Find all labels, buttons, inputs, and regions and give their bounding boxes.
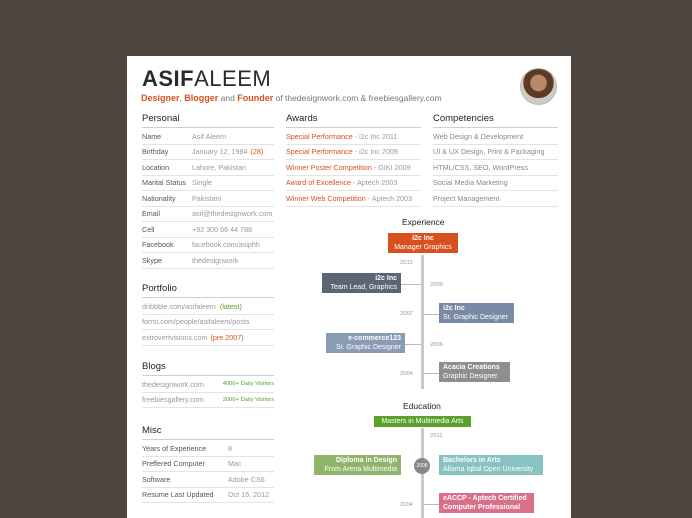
education-institute: Allama Iqbal Open University — [443, 466, 534, 473]
experience-company: e-commerce123 — [348, 335, 401, 342]
personal-value: +92 300 66 44 788 — [192, 224, 253, 234]
misc-key: Years of Experience — [142, 443, 207, 453]
personal-key: Name — [142, 131, 162, 141]
personal-key: Marital Status — [142, 178, 186, 188]
competency-text: HTML/CSS, SEO, WordPress — [433, 162, 528, 172]
award-name: Special Performance — [286, 131, 353, 141]
education-item — [314, 455, 401, 475]
role-founder: Founder — [237, 93, 274, 103]
award-source: - i2c Inc 2009 — [352, 147, 398, 157]
portfolio-title: Portfolio — [142, 283, 274, 298]
competencies-title: Competencies — [433, 113, 558, 128]
award-source: - GIKI 2009 — [371, 162, 411, 172]
competency-text: UI & UX Design, Print & Packaging — [433, 147, 545, 157]
misc-title: Misc — [142, 425, 274, 440]
resume-name — [142, 66, 271, 92]
personal-key: Skype — [142, 255, 162, 265]
experience-company: i2c Inc — [412, 235, 434, 242]
first-name: ASIF — [142, 66, 195, 91]
experience-company: Acacia Creations — [443, 364, 500, 371]
personal-value: asif@thedesignwork.com — [192, 209, 273, 219]
role-blogger: Blogger — [184, 93, 219, 103]
award-row — [286, 176, 421, 192]
competency-row — [433, 191, 558, 207]
blog-visitors: 4000+ Daily Visitors — [222, 381, 274, 388]
award-row — [286, 160, 421, 176]
last-name: ALEEM — [194, 66, 272, 91]
award-row — [286, 191, 421, 207]
competency-text: Project Management — [433, 193, 500, 203]
personal-row — [142, 191, 274, 207]
experience-role: Manager Graphics — [394, 244, 452, 251]
personal-row — [142, 145, 274, 161]
connector — [424, 373, 439, 374]
competency-row — [433, 129, 558, 145]
misc-row — [142, 472, 274, 488]
year-label: 2004 — [400, 371, 413, 377]
experience-item — [439, 362, 510, 382]
personal-row — [142, 129, 274, 145]
personal-title: Personal — [142, 113, 274, 128]
competencies-section — [433, 113, 558, 207]
blog-url: thedesignwork.com — [142, 379, 204, 389]
award-source: - i2c Inc 2011 — [352, 131, 398, 141]
personal-value: facebook.com/asiphh — [192, 240, 260, 250]
experience-role: Graphic Designer — [443, 373, 498, 380]
personal-key: Nationality — [142, 193, 176, 203]
personal-key: Location — [142, 162, 170, 172]
education-institute: Computer Professional — [443, 504, 521, 511]
education-degree: Masters in Multimedia Arts — [381, 418, 464, 425]
misc-value: Oct 15, 2012 — [228, 490, 270, 500]
connector — [424, 504, 439, 505]
tagline — [141, 93, 442, 103]
age-badge: (28) — [250, 147, 264, 157]
misc-value: 8 — [228, 443, 232, 453]
experience-item — [388, 233, 458, 253]
connector — [401, 284, 421, 285]
education-item — [374, 416, 471, 427]
award-name: Award of Excellence — [286, 178, 351, 188]
year-badge: 2008 — [414, 458, 430, 474]
personal-row — [142, 207, 274, 223]
misc-key: Preffered Computer — [142, 459, 205, 469]
year-label: 2011 — [430, 433, 443, 439]
avatar — [520, 68, 557, 105]
personal-row — [142, 238, 274, 254]
personal-row — [142, 160, 274, 176]
misc-value: Adobe CS6 — [228, 474, 265, 484]
education-title: Education — [403, 401, 441, 411]
award-source: - Aptech 2003 — [365, 193, 413, 203]
misc-value: Mac — [228, 459, 242, 469]
experience-timeline-line — [421, 255, 424, 389]
portfolio-section — [142, 283, 274, 346]
year-label: 2006 — [430, 342, 443, 348]
award-row — [286, 129, 421, 145]
personal-key: Birthday — [142, 147, 169, 157]
resume-sheet — [127, 56, 571, 518]
personal-value: January 12, 1984 — [192, 147, 248, 157]
experience-role: Team Lead, Graphics — [330, 284, 397, 291]
connector — [405, 344, 421, 345]
blog-url: freebiesgallery.com — [142, 395, 204, 405]
personal-key: Email — [142, 209, 160, 219]
education-degree: Diploma in Design — [335, 457, 397, 464]
award-name: Winner Poster Competition — [286, 162, 372, 172]
personal-value: Asif Aleem — [192, 131, 226, 141]
award-name: Winner Web Competition — [286, 193, 366, 203]
misc-key: Resume Last Updated — [142, 490, 214, 500]
blog-link[interactable] — [142, 377, 274, 393]
misc-row — [142, 441, 274, 457]
blog-visitors: 2000+ Daily Visitors — [222, 396, 274, 403]
competency-row — [433, 145, 558, 161]
awards-title: Awards — [286, 113, 421, 128]
personal-value: Single — [192, 178, 212, 188]
personal-key: Cell — [142, 224, 155, 234]
competency-text: Web Design & Development — [433, 131, 524, 141]
year-label: 2007 — [400, 311, 413, 317]
portfolio-link[interactable] — [142, 315, 274, 331]
and-text: and — [220, 93, 235, 103]
blogs-title: Blogs — [142, 361, 274, 376]
comma: , — [179, 93, 182, 103]
websites-text: of thedesignwork.com & freebiesgallery.com — [275, 93, 442, 103]
portfolio-url: dribbble.com/asifaleem — [142, 301, 216, 311]
year-label: 2012 — [400, 260, 413, 266]
year-label: 2004 — [400, 502, 413, 508]
portfolio-url: extrovertvisions.com — [142, 332, 208, 342]
award-name: Special Performance — [286, 147, 353, 157]
experience-title: Experience — [402, 217, 445, 227]
portfolio-note: (latest) — [219, 301, 242, 311]
misc-section — [142, 425, 274, 503]
competency-text: Social Media Marketing — [433, 178, 508, 188]
misc-row — [142, 488, 274, 504]
personal-section — [142, 113, 274, 269]
experience-role: Sr. Graphic Designer — [443, 314, 508, 321]
personal-row — [142, 253, 274, 269]
portfolio-note: (pre 2007) — [210, 332, 244, 342]
awards-section — [286, 113, 421, 207]
personal-value: Pakistani — [192, 193, 222, 203]
experience-role: Sr. Graphic Designer — [336, 344, 401, 351]
role-designer: Designer — [141, 93, 180, 103]
competency-row — [433, 160, 558, 176]
blogs-section — [142, 361, 274, 408]
competency-row — [433, 176, 558, 192]
connector — [424, 314, 439, 315]
misc-key: Software — [142, 474, 171, 484]
award-source: - Aptech 2003 — [351, 178, 398, 188]
year-label: 2009 — [430, 282, 443, 288]
education-item — [439, 455, 543, 475]
misc-row — [142, 457, 274, 473]
education-item — [439, 493, 534, 513]
personal-value: thedesignwork — [192, 255, 239, 265]
education-degree: eACCP - Aptech Certified — [443, 495, 527, 502]
experience-company: i2c Inc — [443, 305, 465, 312]
education-degree: Bachelors in Arts — [443, 457, 501, 464]
experience-item — [326, 333, 405, 353]
portfolio-link[interactable] — [142, 330, 274, 346]
portfolio-url: forrst.com/people/asifaleem/posts — [142, 317, 250, 327]
award-row — [286, 145, 421, 161]
education-institute: From Arena Multimedia — [324, 466, 397, 473]
personal-row — [142, 222, 274, 238]
experience-company: i2c Inc — [375, 275, 397, 282]
personal-key: Facebook — [142, 240, 174, 250]
blog-link[interactable] — [142, 393, 274, 409]
portfolio-link[interactable] — [142, 299, 274, 315]
experience-item — [322, 273, 401, 293]
personal-value: Lahore, Pakistan — [192, 162, 246, 172]
experience-item — [439, 303, 514, 323]
personal-row — [142, 176, 274, 192]
